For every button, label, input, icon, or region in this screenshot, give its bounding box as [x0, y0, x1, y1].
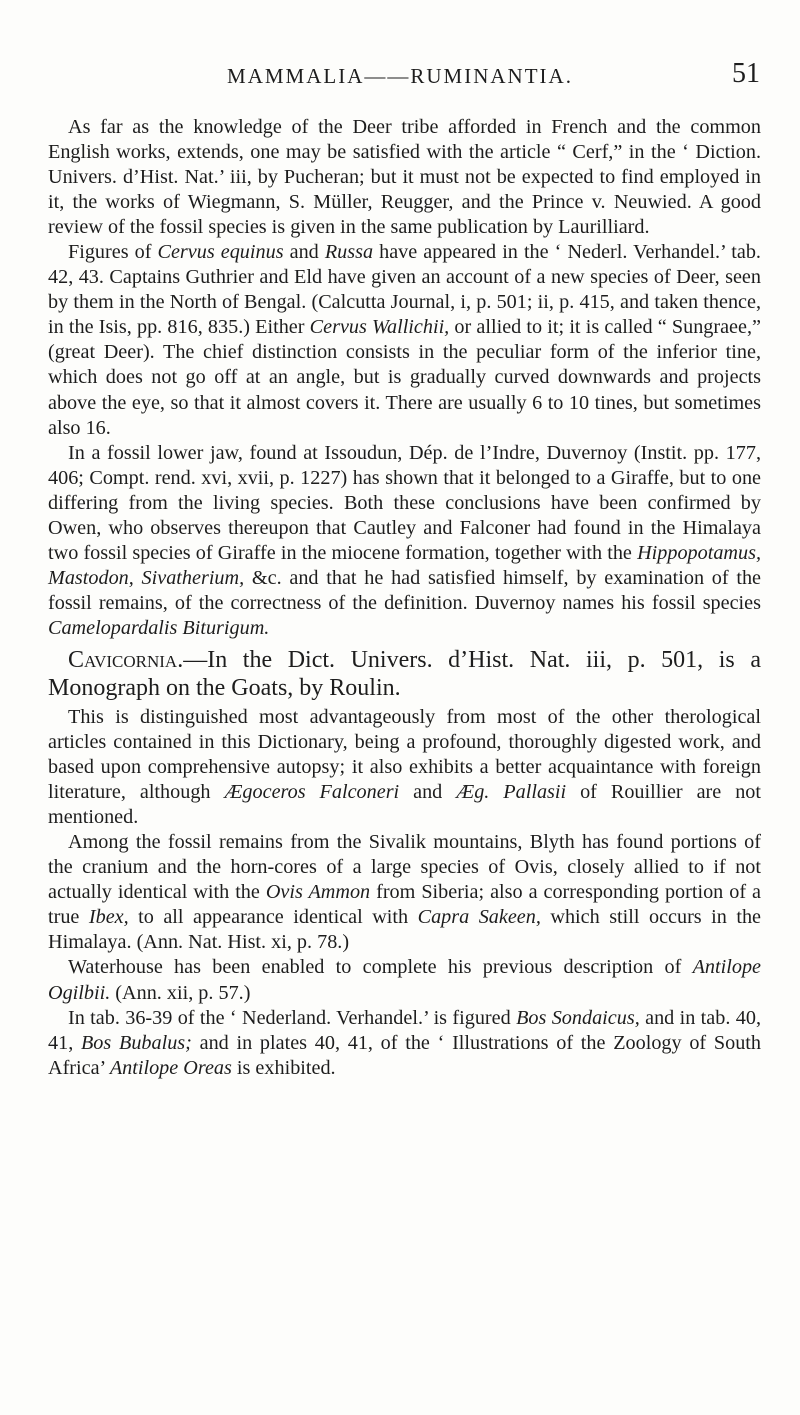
italic-term: Antilope Ogilbii. — [48, 956, 761, 1004]
text-run: have appeared in the ‘ Nederl. Verhandel.’ tab. 42, 43. Captains Guthrier and Eld have given an account of a new species of Deer, seen by them in the North of Bengal. (Calcutta Journal, i, p. 501; ii, p. 415, and taken thence, in the Isis, pp. 816, 835.) Either — [48, 241, 761, 339]
italic-term: Bos Bubalus; — [80, 1031, 192, 1054]
text-run: of Rouillier are not mentioned. — [48, 781, 761, 829]
paragraph — [48, 115, 761, 240]
paragraph — [48, 441, 761, 641]
text-run: Figures of — [68, 241, 158, 264]
italic-term: Antilope Oreas — [109, 1056, 232, 1079]
paragraph — [48, 240, 761, 440]
text-run: and in plates 40, 41, of the ‘ Illustrations of the Zoology of South Africa’ — [48, 1031, 762, 1079]
text-run: is exhibited. — [231, 1056, 336, 1079]
text-run: and in tab. 40, 41, — [48, 1006, 761, 1054]
paragraph — [48, 1006, 761, 1081]
paragraph-group-cavicornia — [48, 705, 761, 1081]
italic-term: Ovis Ammon — [265, 881, 371, 904]
paragraph-group-deer-giraffe — [48, 115, 761, 641]
text-run: and — [283, 241, 325, 264]
text-run: &c. and that he had satisfied himself, by examination of the fossil remains, of the correctness of the definition. Duvernoy names his fossil species — [48, 566, 762, 614]
italic-term: Hippopotamus, Mastodon, Sivatherium, — [48, 541, 761, 589]
body-text — [48, 115, 761, 1081]
text-run: Waterhouse has been enabled to complete his previous description of — [68, 956, 693, 979]
text-run: and — [399, 781, 457, 804]
text-run: As far as the knowledge of the Deer tribe afforded in French and the common English works, extends, one may be satisfied with the article “ Cerf,” in the ‘ Diction. Univers. d’Hist. Nat.’ iii, by Pucheran; but it must not be expected to find employed in it, the works of Wiegmann, S. Müller, Reugger, and the Prince v. Neuwied. A good review of the fossil species is given in the same publication by Laurilliard. — [48, 116, 761, 239]
text-run: In a fossil lower jaw, found at Issoudun, Dép. de l’Indre, Duvernoy (Instit. pp. 177, 406; Compt. rend. xvi, xvii, p. 1227) has shown that it belonged to a Giraffe, but to one differing from the living species. Both these conclusions have been confirmed by Owen, who observes thereupon that Cautley and Falconer had found in the Himalaya two fossil species of Giraffe in the miocene formation, together with the — [48, 441, 761, 564]
text-run: which still occurs in the Himalaya. (Ann. Nat. Hist. xi, p. 78.) — [48, 906, 761, 954]
page-number: 51 — [732, 58, 760, 89]
italic-term: Cervus Wallichii, — [309, 316, 450, 339]
italic-term: Camelopardalis Biturigum. — [48, 616, 270, 639]
italic-term: Ægoceros Falconeri — [224, 781, 400, 804]
text-run: (Ann. xii, p. 57.) — [110, 981, 251, 1004]
text-run: This is distinguished most advantageously from most of the other therological articles contained in this Dictionary, being a profound, thoroughly digested work, and based upon comprehensive autopsy; it also exhibits a better acquaintance with foreign literature, although — [48, 705, 761, 804]
text-run: Among the fossil remains from the Sivalik mountains, Blyth has found portions of the cranium and the horn-cores of a large species of Ovis, closely allied to if not actually identical with the — [48, 831, 761, 904]
italic-term: Bos Sondaicus, — [516, 1006, 640, 1029]
italic-term: Æg. Pallasii — [456, 781, 567, 804]
italic-term: Capra Sakeen, — [417, 906, 541, 929]
text-run: from Siberia; also a corresponding portion of a true — [48, 881, 761, 929]
section-heading-text: —In the Dict. Univers. d’Hist. Nat. iii, p. 501, is a Monograph on the Goats, by Roulin. — [48, 646, 761, 701]
text-run: In tab. 36-39 of the ‘ Nederland. Verhandel.’ is figured — [68, 1006, 517, 1029]
italic-term: Russa — [324, 241, 374, 264]
paragraph — [48, 705, 761, 830]
italic-term: Cervus equinus — [157, 241, 284, 264]
section-heading-cavicornia — [48, 646, 761, 702]
page-header — [0, 58, 800, 98]
paragraph — [48, 955, 761, 1005]
italic-term: Ibex, — [88, 906, 129, 929]
section-label: Cavicornia. — [68, 646, 184, 673]
text-run: to all appearance identical with — [128, 906, 418, 929]
text-run: or allied to it; it is called “ Sungraee,” (great Deer). The chief distinction consists in the peculiar form of the inferior tine, which does not go off at an angle, but is gradually curved downwards and projects above the eye, so that it almost covers it. There are usually 6 to 10 tines, but sometimes also 16. — [48, 316, 761, 439]
running-head: MAMMALIA——RUMINANTIA. — [227, 64, 573, 88]
paragraph — [48, 830, 761, 955]
